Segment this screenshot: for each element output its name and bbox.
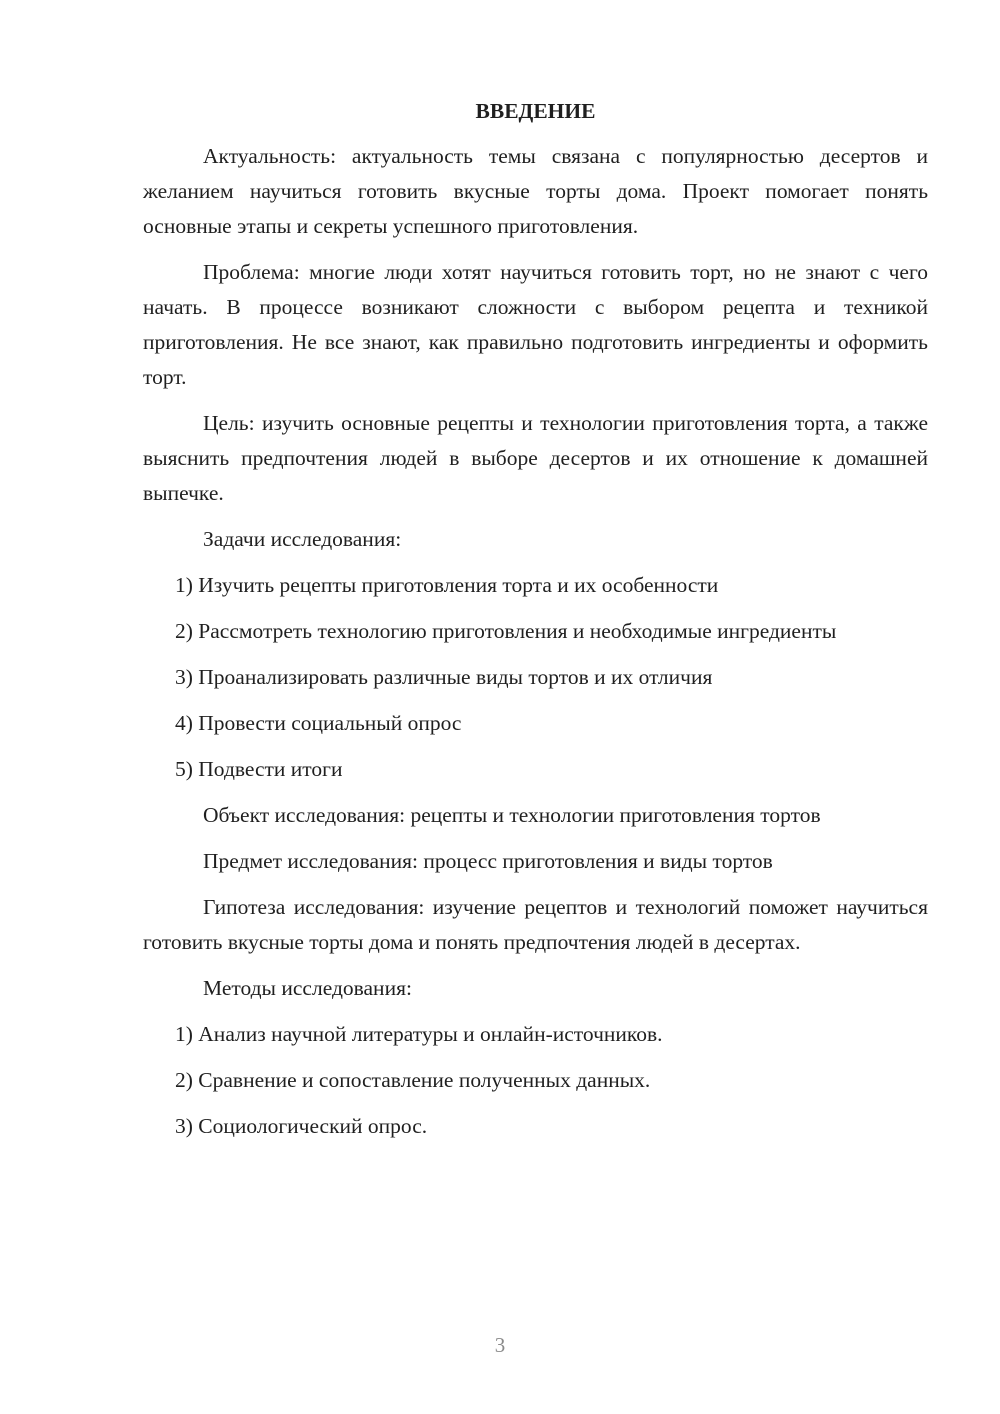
method-item: 1) Анализ научной литературы и онлайн-источников. xyxy=(175,1022,663,1046)
task-item: 2) Рассмотреть технологию приготовления и необходимые ингредиенты xyxy=(175,619,837,643)
method-item: 3) Социологический опрос. xyxy=(175,1114,428,1138)
task-item: 4) Провести социальный опрос xyxy=(175,711,462,735)
goal-paragraph: Цель: изучить основные рецепты и технологии приготовления торта, а также выяснить предпочтения людей в выборе десертов и их отношение к домашней выпечке. xyxy=(143,411,928,505)
task-item: 3) Проанализировать различные виды тортов и их отличия xyxy=(175,665,713,689)
page-content xyxy=(143,94,928,1155)
hypothesis-paragraph: Гипотеза исследования: изучение рецептов и технологий поможет научиться готовить вкусные торты дома и понять предпочтения людей в десертах. xyxy=(143,895,928,954)
tasks-heading: Задачи исследования: xyxy=(203,527,402,551)
research-object: Объект исследования: рецепты и технологии приготовления тортов xyxy=(203,803,821,827)
section-title: ВВЕДЕНИЕ xyxy=(475,99,596,123)
page-number: 3 xyxy=(494,1333,506,1357)
relevance-paragraph: Актуальность: актуальность темы связана с популярностью десертов и желанием научиться готовить вкусные торты дома. Проект помогает понять основные этапы и секреты успешного приготовления. xyxy=(143,144,928,238)
methods-heading: Методы исследования: xyxy=(203,976,412,1000)
task-item: 1) Изучить рецепты приготовления торта и их особенности xyxy=(175,573,719,597)
research-subject: Предмет исследования: процесс приготовления и виды тортов xyxy=(203,849,773,873)
problem-paragraph: Проблема: многие люди хотят научиться готовить торт, но не знают с чего начать. В процессе возникают сложности с выбором рецепта и техникой приготовления. Не все знают, как правильно подготовить ингредиенты и оформить торт. xyxy=(143,260,928,389)
method-item: 2) Сравнение и сопоставление полученных данных. xyxy=(175,1068,651,1092)
task-item: 5) Подвести итоги xyxy=(175,757,343,781)
